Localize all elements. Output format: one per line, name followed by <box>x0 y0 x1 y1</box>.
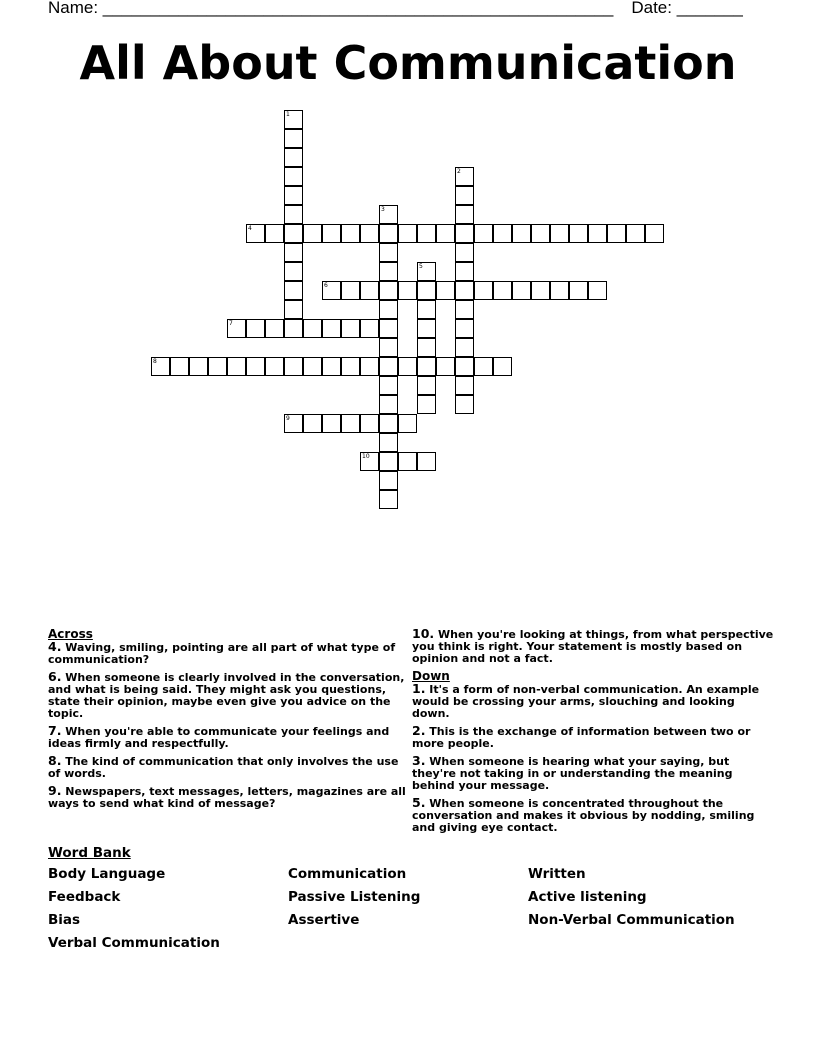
clue-across-10: 10. When you're looking at things, from what perspective you think is right. Your statement is mostly based on opinion and not a fact. <box>412 626 774 665</box>
crossword-cell[interactable] <box>455 243 474 262</box>
clue-across-9: 9. Newspapers, text messages, letters, magazines are all ways to send what kind of message? <box>48 783 406 810</box>
crossword-cell[interactable] <box>379 338 398 357</box>
crossword-cell[interactable] <box>493 224 512 243</box>
crossword-cell[interactable] <box>341 224 360 243</box>
crossword-cell[interactable] <box>436 224 455 243</box>
crossword-cell[interactable] <box>436 281 455 300</box>
crossword-cell[interactable] <box>379 262 398 281</box>
crossword-cell[interactable] <box>398 281 417 300</box>
cell-number: 2 <box>457 168 461 175</box>
crossword-cell[interactable] <box>341 357 360 376</box>
crossword-cell[interactable] <box>189 357 208 376</box>
crossword-cell[interactable] <box>417 262 436 281</box>
crossword-cell[interactable] <box>284 224 303 243</box>
word-bank-item: Passive Listening <box>288 889 421 905</box>
crossword-cell[interactable] <box>417 281 436 300</box>
crossword-cell[interactable] <box>455 338 474 357</box>
crossword-cell[interactable] <box>360 319 379 338</box>
crossword-cell[interactable] <box>208 357 227 376</box>
crossword-cell[interactable] <box>493 357 512 376</box>
word-bank-item: Communication <box>288 866 407 882</box>
page-title: All About Communication <box>79 36 737 90</box>
crossword-cell[interactable] <box>512 224 531 243</box>
crossword-cell[interactable] <box>360 357 379 376</box>
cell-number: 4 <box>248 225 252 232</box>
crossword-cell[interactable] <box>417 452 436 471</box>
crossword-cell[interactable] <box>645 224 664 243</box>
crossword-cell[interactable] <box>303 224 322 243</box>
cell-number: 7 <box>229 320 233 327</box>
cell-number: 3 <box>381 206 385 213</box>
crossword-cell[interactable] <box>379 376 398 395</box>
crossword-cell[interactable] <box>284 300 303 319</box>
word-bank-item: Written <box>528 866 586 882</box>
crossword-cell[interactable] <box>379 300 398 319</box>
crossword-cell[interactable] <box>303 357 322 376</box>
across-heading: Across <box>48 627 93 641</box>
crossword-cell[interactable] <box>550 281 569 300</box>
crossword-cell[interactable] <box>284 110 303 129</box>
crossword-cell[interactable] <box>360 414 379 433</box>
clue-across-8: 8. The kind of communication that only involves the use of words. <box>48 753 399 780</box>
clue-down-2: 2. This is the exchange of information between two or more people. <box>412 723 751 750</box>
crossword-cell[interactable] <box>379 319 398 338</box>
crossword-cell[interactable] <box>417 224 436 243</box>
crossword-cell[interactable] <box>474 357 493 376</box>
clues-column-left <box>48 628 408 815</box>
crossword-cell[interactable] <box>284 281 303 300</box>
crossword-cell[interactable] <box>284 167 303 186</box>
crossword-cell[interactable] <box>455 395 474 414</box>
crossword-cell[interactable] <box>417 300 436 319</box>
crossword-cell[interactable] <box>398 452 417 471</box>
crossword-cell[interactable] <box>265 319 284 338</box>
crossword-cell[interactable] <box>360 224 379 243</box>
crossword-cell[interactable] <box>398 224 417 243</box>
crossword-cell[interactable] <box>284 319 303 338</box>
down-heading: Down <box>412 669 450 683</box>
crossword-cell[interactable] <box>379 471 398 490</box>
crossword-cell[interactable] <box>531 224 550 243</box>
crossword-cell[interactable] <box>379 205 398 224</box>
crossword-cell[interactable] <box>379 414 398 433</box>
cell-number: 8 <box>153 358 157 365</box>
crossword-cell[interactable] <box>417 338 436 357</box>
crossword-cell[interactable] <box>588 281 607 300</box>
crossword-cell[interactable] <box>341 281 360 300</box>
crossword-cell[interactable] <box>569 224 588 243</box>
crossword-cell[interactable] <box>379 395 398 414</box>
crossword-cell[interactable] <box>455 186 474 205</box>
crossword-cell[interactable] <box>379 243 398 262</box>
crossword-cell[interactable] <box>550 224 569 243</box>
clue-across-7: 7. When you're able to communicate your feelings and ideas firmly and respectfully. <box>48 723 390 750</box>
crossword-cell[interactable] <box>227 319 246 338</box>
crossword-cell[interactable] <box>265 224 284 243</box>
crossword-cell[interactable] <box>455 262 474 281</box>
crossword-cell[interactable] <box>170 357 189 376</box>
crossword-cell[interactable] <box>246 224 265 243</box>
crossword-cell[interactable] <box>360 281 379 300</box>
word-bank-item: Verbal Communication <box>48 935 220 951</box>
word-bank-title: Word Bank <box>48 845 131 861</box>
word-bank-item: Non-Verbal Communication <box>528 912 735 928</box>
crossword-cell[interactable] <box>455 281 474 300</box>
crossword-cell[interactable] <box>227 357 246 376</box>
cell-number: 9 <box>286 415 290 422</box>
crossword-cell[interactable] <box>455 319 474 338</box>
crossword-cell[interactable] <box>569 281 588 300</box>
crossword-cell[interactable] <box>379 452 398 471</box>
word-bank-item: Feedback <box>48 889 121 905</box>
crossword-cell[interactable] <box>455 167 474 186</box>
crossword-cell[interactable] <box>284 414 303 433</box>
crossword-cell[interactable] <box>379 490 398 509</box>
crossword-cell[interactable] <box>284 262 303 281</box>
crossword-cell[interactable] <box>151 357 170 376</box>
crossword-cell[interactable] <box>626 224 645 243</box>
clue-down-1: 1. It's a form of non-verbal communication. An example would be crossing your arms, slouching and looking down. <box>412 681 760 720</box>
crossword-cell[interactable] <box>512 281 531 300</box>
crossword-cell[interactable] <box>436 357 455 376</box>
crossword-cell[interactable] <box>284 148 303 167</box>
cell-number: 10 <box>362 453 370 460</box>
crossword-cell[interactable] <box>455 376 474 395</box>
clue-across-6: 6. When someone is clearly involved in the conversation, and what is being said. They might ask you questions, state their opinion, maybe even give you advice on the topic. <box>48 669 405 720</box>
word-bank-item: Active listening <box>528 889 647 905</box>
clue-across-4: 4. Waving, smiling, pointing are all part of what type of communication? <box>48 639 396 666</box>
crossword-cell[interactable] <box>246 319 265 338</box>
crossword-cell[interactable] <box>417 395 436 414</box>
crossword-cell[interactable] <box>417 319 436 338</box>
crossword-cell[interactable] <box>322 224 341 243</box>
crossword-cell[interactable] <box>455 205 474 224</box>
crossword-cell[interactable] <box>265 357 284 376</box>
crossword-cell[interactable] <box>322 357 341 376</box>
crossword-cell[interactable] <box>588 224 607 243</box>
crossword-cell[interactable] <box>322 319 341 338</box>
crossword-cell[interactable] <box>303 414 322 433</box>
crossword-cell[interactable] <box>417 376 436 395</box>
crossword-cell[interactable] <box>303 319 322 338</box>
clues-column-right <box>412 628 774 839</box>
clue-down-3: 3. When someone is hearing what your saying, but they're not taking in or understanding the meaning behind your message. <box>412 753 733 792</box>
crossword-cell[interactable] <box>417 357 436 376</box>
crossword-cell[interactable] <box>474 281 493 300</box>
crossword-cell[interactable] <box>455 300 474 319</box>
crossword-cell[interactable] <box>607 224 626 243</box>
cell-number: 6 <box>324 282 328 289</box>
crossword-cell[interactable] <box>474 224 493 243</box>
crossword-cell[interactable] <box>246 357 265 376</box>
word-bank-item: Assertive <box>288 912 360 928</box>
crossword-cell[interactable] <box>284 243 303 262</box>
crossword-cell[interactable] <box>455 224 474 243</box>
crossword-cell[interactable] <box>379 357 398 376</box>
crossword-cell[interactable] <box>398 414 417 433</box>
crossword-cell[interactable] <box>284 129 303 148</box>
crossword-cell[interactable] <box>360 452 379 471</box>
crossword-cell[interactable] <box>341 414 360 433</box>
clue-down-5: 5. When someone is concentrated throughout the conversation and makes it obvious by nodding, smiling and giving eye contact. <box>412 795 755 834</box>
date-field-label: Date: _______ <box>631 0 743 17</box>
crossword-cell[interactable] <box>493 281 512 300</box>
crossword-cell[interactable] <box>531 281 550 300</box>
cell-number: 1 <box>286 111 290 118</box>
word-bank-list <box>48 866 788 952</box>
crossword-cell[interactable] <box>455 357 474 376</box>
word-bank-item: Bias <box>48 912 81 928</box>
crossword-cell[interactable] <box>341 319 360 338</box>
crossword-cell[interactable] <box>284 205 303 224</box>
crossword-cell[interactable] <box>379 433 398 452</box>
crossword-cell[interactable] <box>322 281 341 300</box>
name-field-label: Name: ______________________________________________________ <box>48 0 614 17</box>
cell-number: 5 <box>419 263 423 270</box>
word-bank-item: Body Language <box>48 866 166 882</box>
crossword-cell[interactable] <box>284 357 303 376</box>
crossword-cell[interactable] <box>379 281 398 300</box>
crossword-cell[interactable] <box>322 414 341 433</box>
crossword-cell[interactable] <box>398 357 417 376</box>
crossword-cell[interactable] <box>284 186 303 205</box>
crossword-cell[interactable] <box>379 224 398 243</box>
